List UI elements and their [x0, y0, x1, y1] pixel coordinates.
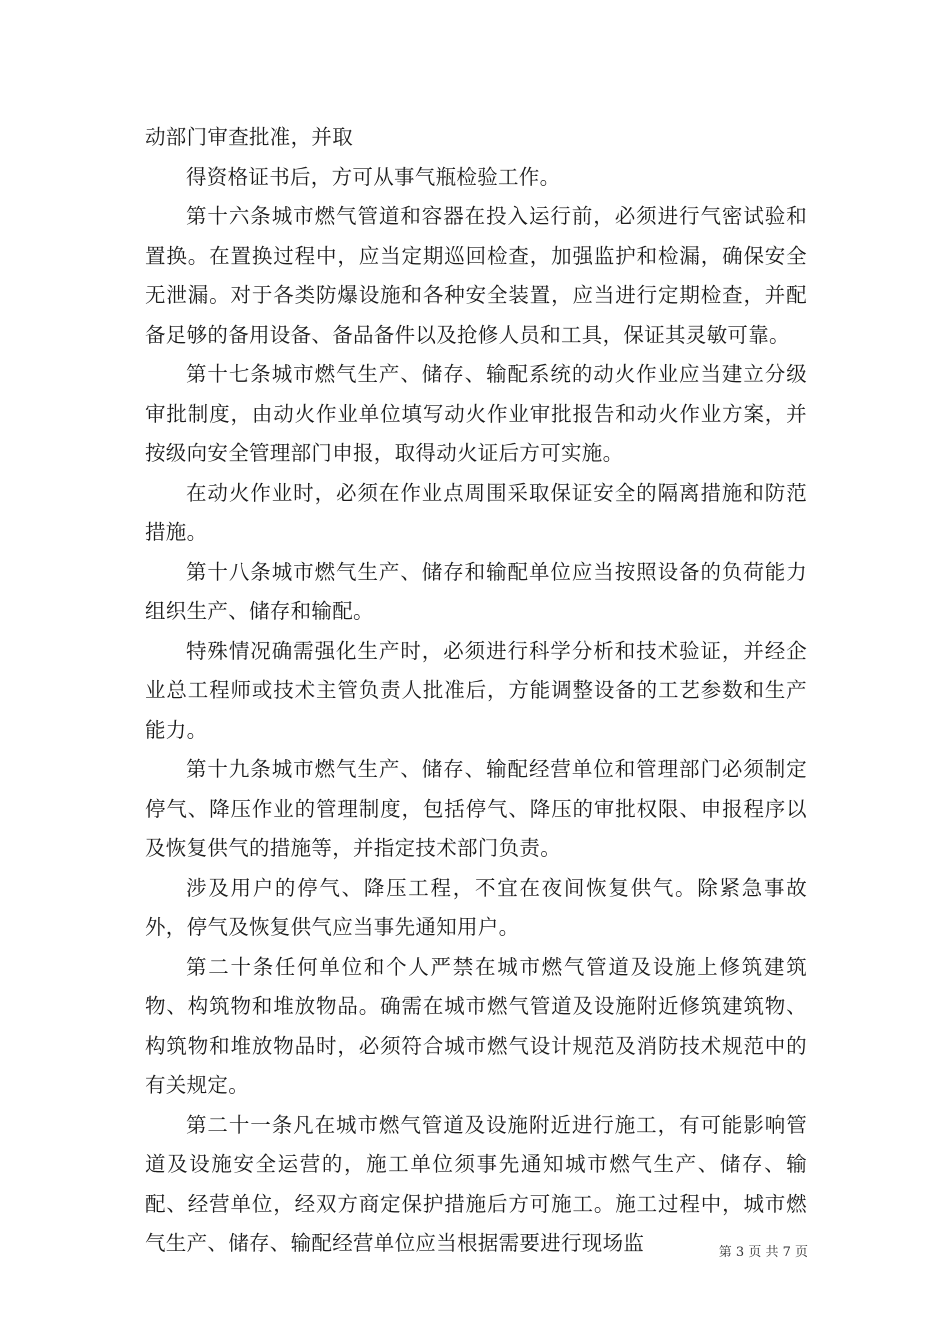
paragraph: 得资格证书后，方可从事气瓶检验工作。 [186, 164, 561, 189]
paragraph: 特殊情况确需强化生产时，必须进行科学分析和技术验证，并经企业总工程师或技术主管负责人批准后，方能调整设备的工艺参数和生产能力。 [145, 638, 807, 742]
document-body [145, 118, 807, 1264]
paragraph: 涉及用户的停气、降压工程，不宜在夜间恢复供气。除紧急事故外，停气及恢复供气应当事先通知用户。 [145, 875, 807, 939]
paragraph-article-20: 第二十条任何单位和个人严禁在城市燃气管道及设施上修筑建筑物、构筑物和堆放物品。确需在城市燃气管道及设施附近修筑建筑物、构筑物和堆放物品时，必须符合城市燃气设计规范及消防技术规范中的有关规定。 [145, 954, 807, 1097]
paragraph-continuation: 动部门审查批准，并取 [145, 125, 353, 149]
paragraph-article-21: 第二十一条凡在城市燃气管道及设施附近进行施工，有可能影响管道及设施安全运营的，施工单位须事先通知城市燃气生产、储存、输配、经营单位，经双方商定保护措施后方可施工。施工过程中，城市燃气生产、储存、输配经营单位应当根据需要进行现场监 [145, 1112, 807, 1255]
paragraph-article-16: 第十六条城市燃气管道和容器在投入运行前，必须进行气密试验和置换。在置换过程中，应当定期巡回检查，加强监护和检漏，确保安全无泄漏。对于各类防爆设施和各种安全装置，应当进行定期检查，并配备足够的备用设备、备品备件以及抢修人员和工具，保证其灵敏可靠。 [145, 204, 807, 347]
paragraph-article-17: 第十七条城市燃气生产、储存、输配系统的动火作业应当建立分级审批制度，由动火作业单位填写动火作业审批报告和动火作业方案，并按级向安全管理部门申报，取得动火证后方可实施。 [145, 362, 807, 465]
paragraph: 在动火作业时，必须在作业点周围采取保证安全的隔离措施和防范措施。 [145, 480, 807, 544]
page-number: 第 3 页 共 7 页 [718, 1245, 808, 1260]
paragraph-article-18: 第十八条城市燃气生产、储存和输配单位应当按照设备的负荷能力组织生产、储存和输配。 [145, 559, 807, 623]
paragraph-article-19: 第十九条城市燃气生产、储存、输配经营单位和管理部门必须制定停气、降压作业的管理制度，包括停气、降压的审批权限、申报程序以及恢复供气的措施等，并指定技术部门负责。 [145, 757, 807, 860]
